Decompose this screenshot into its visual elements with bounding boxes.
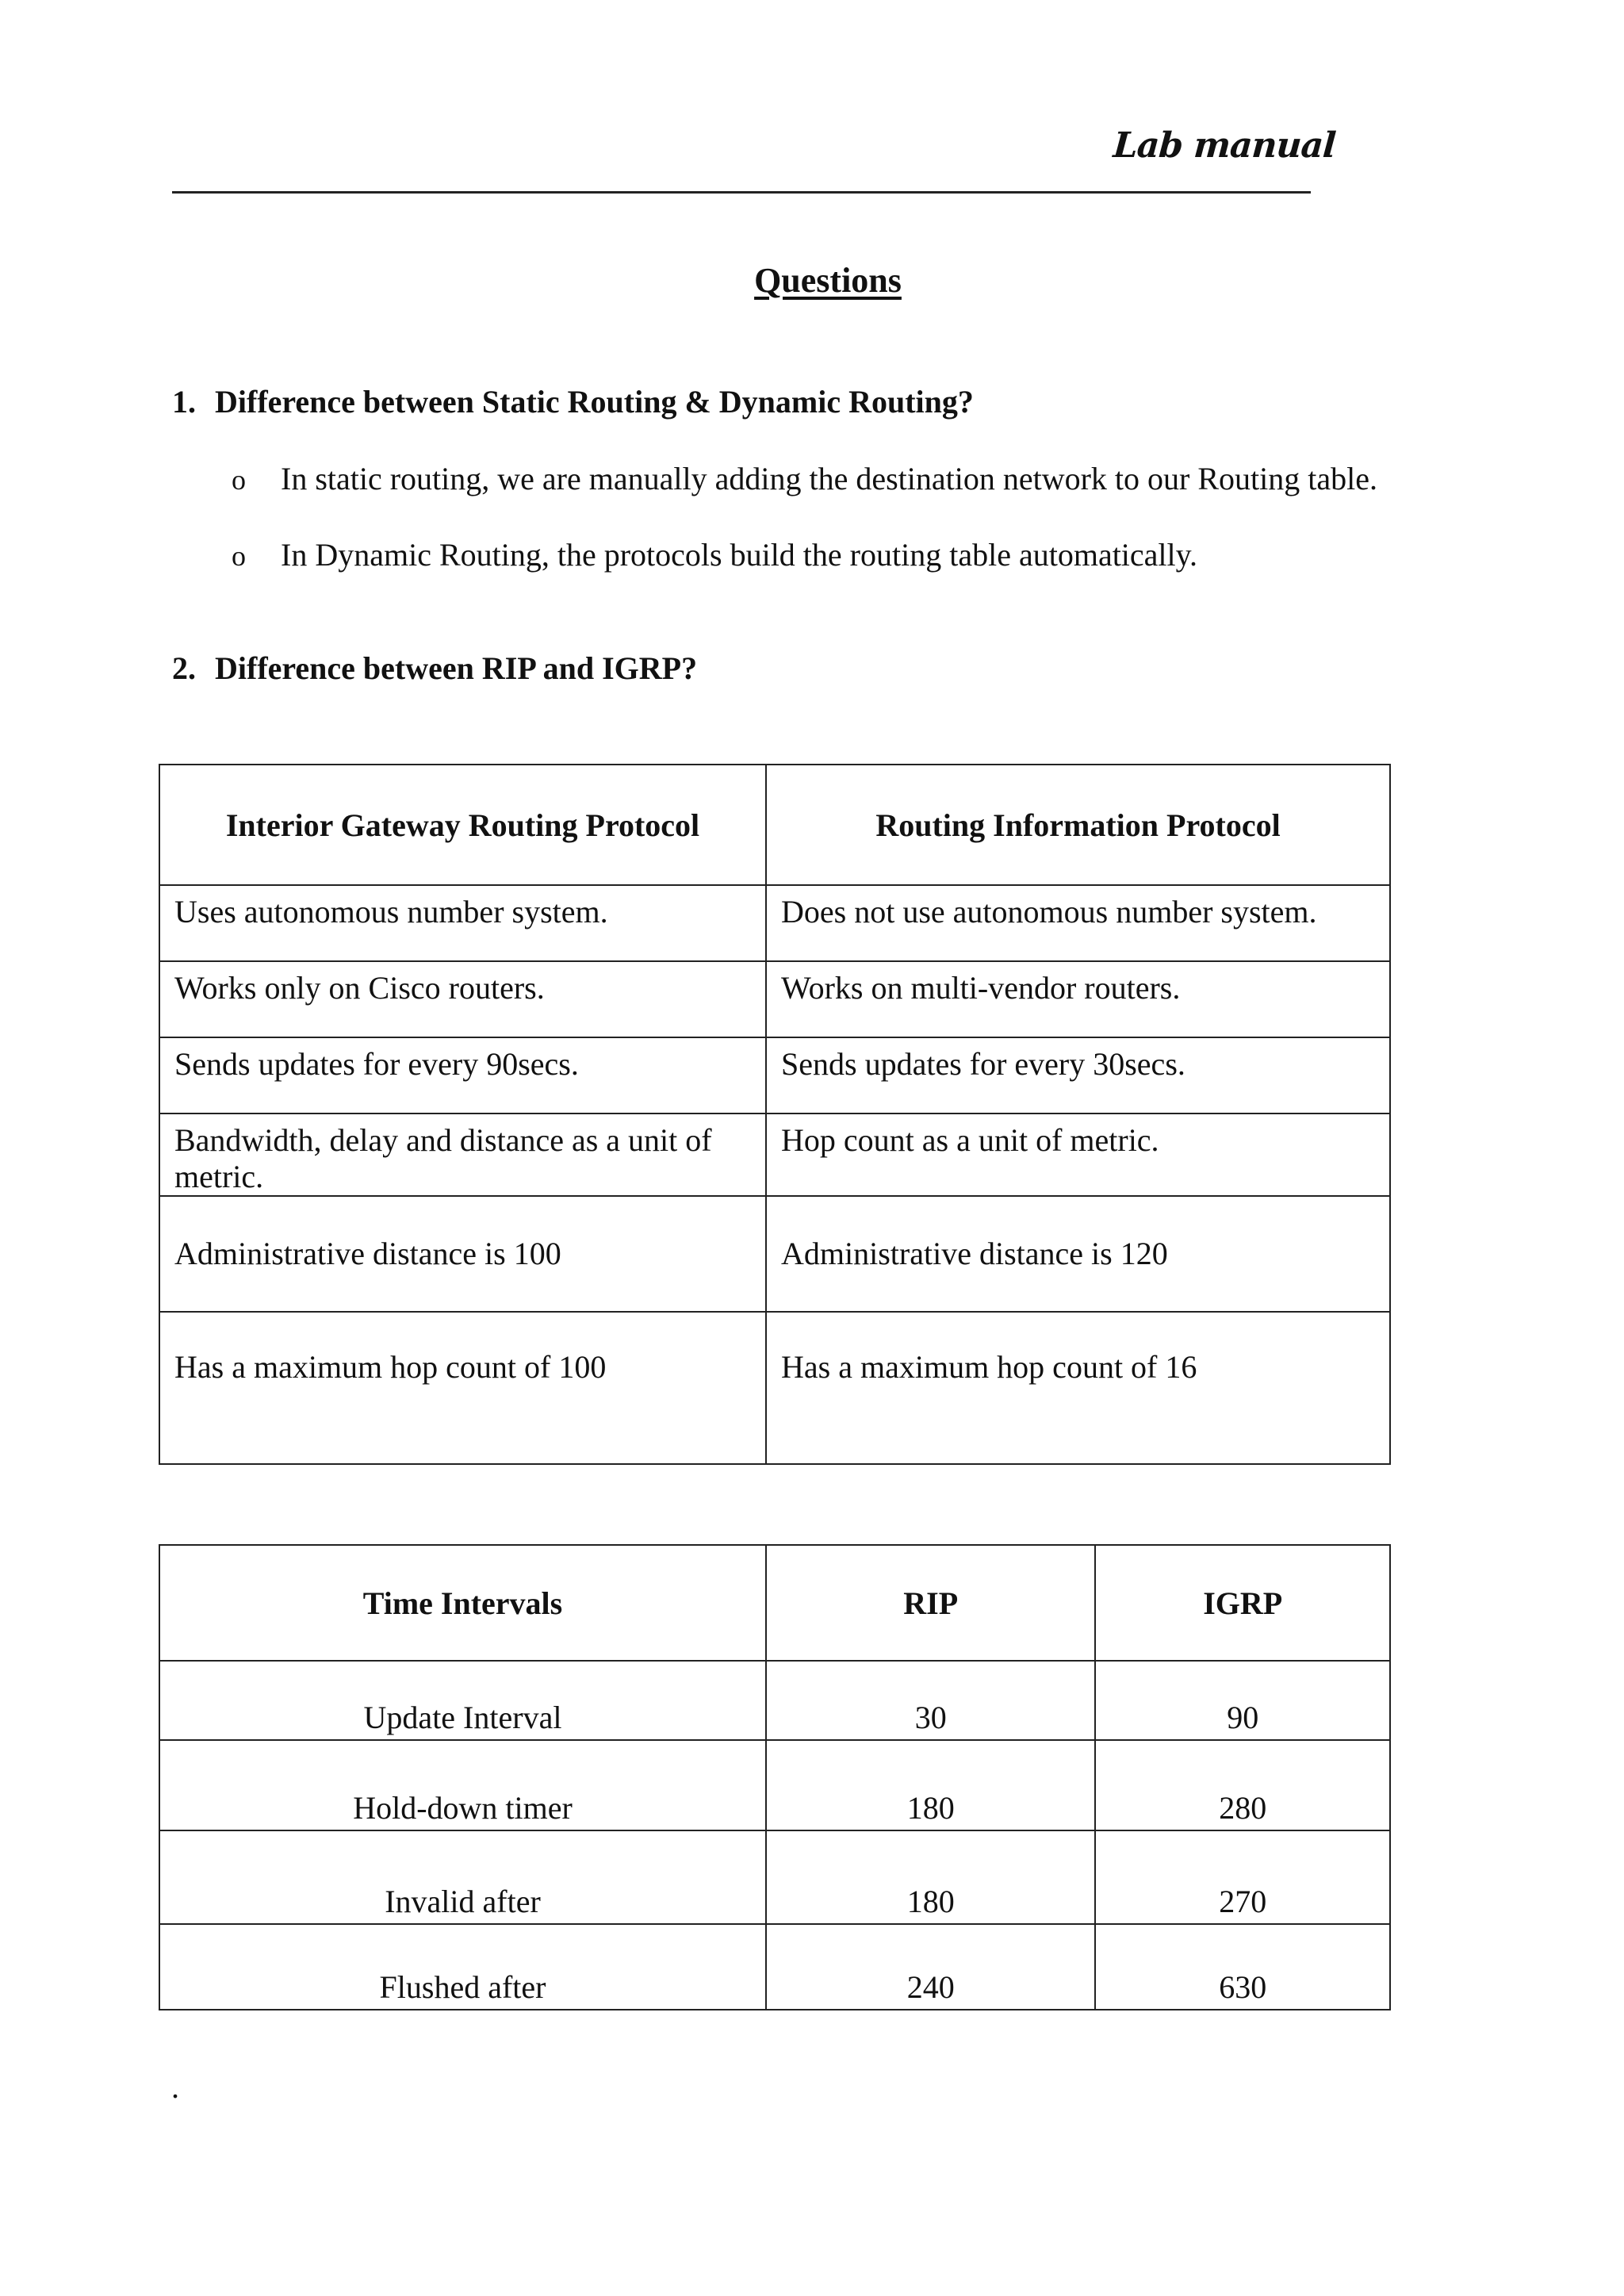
question-2 — [172, 650, 697, 687]
table-cell: Update Interval — [159, 1661, 766, 1740]
table-cell: Hold-down timer — [159, 1740, 766, 1830]
table-cell: Has a maximum hop count of 16 — [766, 1312, 1390, 1464]
table-cell: Invalid after — [159, 1830, 766, 1924]
bullet-circle-icon: o — [232, 540, 246, 572]
table-cell: Bandwidth, delay and distance as a unit of metric. — [159, 1114, 766, 1196]
column-header: Time Intervals — [159, 1545, 766, 1661]
table-cell: 180 — [766, 1740, 1095, 1830]
table-row — [159, 1830, 1390, 1924]
table-row — [159, 1114, 1390, 1196]
table-row — [159, 961, 1390, 1037]
comparison-table — [159, 764, 1391, 1465]
table-cell: Sends updates for every 90secs. — [159, 1037, 766, 1114]
table-row — [159, 1740, 1390, 1830]
table-cell: Uses autonomous number system. — [159, 885, 766, 961]
table-cell: Flushed after — [159, 1924, 766, 2010]
table-row — [159, 1037, 1390, 1114]
table-row — [159, 1196, 1390, 1312]
answer-1-2-text: In Dynamic Routing, the protocols build the routing table automatically. — [281, 537, 1198, 573]
table-cell: 180 — [766, 1830, 1095, 1924]
table-cell: Has a maximum hop count of 100 — [159, 1312, 766, 1464]
table-cell: Works only on Cisco routers. — [159, 961, 766, 1037]
table-cell: 630 — [1095, 1924, 1390, 2010]
header-rule — [172, 191, 1311, 194]
question-1 — [172, 383, 974, 420]
answer-1-2 — [232, 536, 1197, 573]
table-header-row — [159, 765, 1390, 885]
page-title: Questions — [754, 261, 902, 300]
table-cell: 270 — [1095, 1830, 1390, 1924]
table-cell: 90 — [1095, 1661, 1390, 1740]
table-row — [159, 885, 1390, 961]
table-row — [159, 1661, 1390, 1740]
table-cell: 30 — [766, 1661, 1095, 1740]
table-cell: Administrative distance is 120 — [766, 1196, 1390, 1312]
question-1-number: 1. — [172, 384, 196, 420]
answer-1-1 — [232, 460, 1377, 497]
trailing-period: . — [171, 2069, 179, 2105]
table-cell: Does not use autonomous number system. — [766, 885, 1390, 961]
table-header-row — [159, 1545, 1390, 1661]
header-label: Lab manual — [1112, 125, 1337, 166]
table-row — [159, 1924, 1390, 2010]
table-cell: 280 — [1095, 1740, 1390, 1830]
question-2-number: 2. — [172, 650, 196, 686]
table-cell: Works on multi-vendor routers. — [766, 961, 1390, 1037]
bullet-circle-icon: o — [232, 464, 246, 496]
answer-1-1-text: In static routing, we are manually adding the destination network to our Routing table. — [281, 461, 1378, 496]
column-header: RIP — [766, 1545, 1095, 1661]
column-header: IGRP — [1095, 1545, 1390, 1661]
column-header: Routing Information Protocol — [766, 765, 1390, 885]
table-cell: Administrative distance is 100 — [159, 1196, 766, 1312]
question-2-text: Difference between RIP and IGRP? — [215, 650, 698, 686]
table-row — [159, 1312, 1390, 1464]
table-cell: Sends updates for every 30secs. — [766, 1037, 1390, 1114]
table-cell: Hop count as a unit of metric. — [766, 1114, 1390, 1196]
question-1-text: Difference between Static Routing & Dynamic Routing? — [215, 384, 974, 420]
timers-table — [159, 1544, 1391, 2010]
table-cell: 240 — [766, 1924, 1095, 2010]
column-header: Interior Gateway Routing Protocol — [159, 765, 766, 885]
